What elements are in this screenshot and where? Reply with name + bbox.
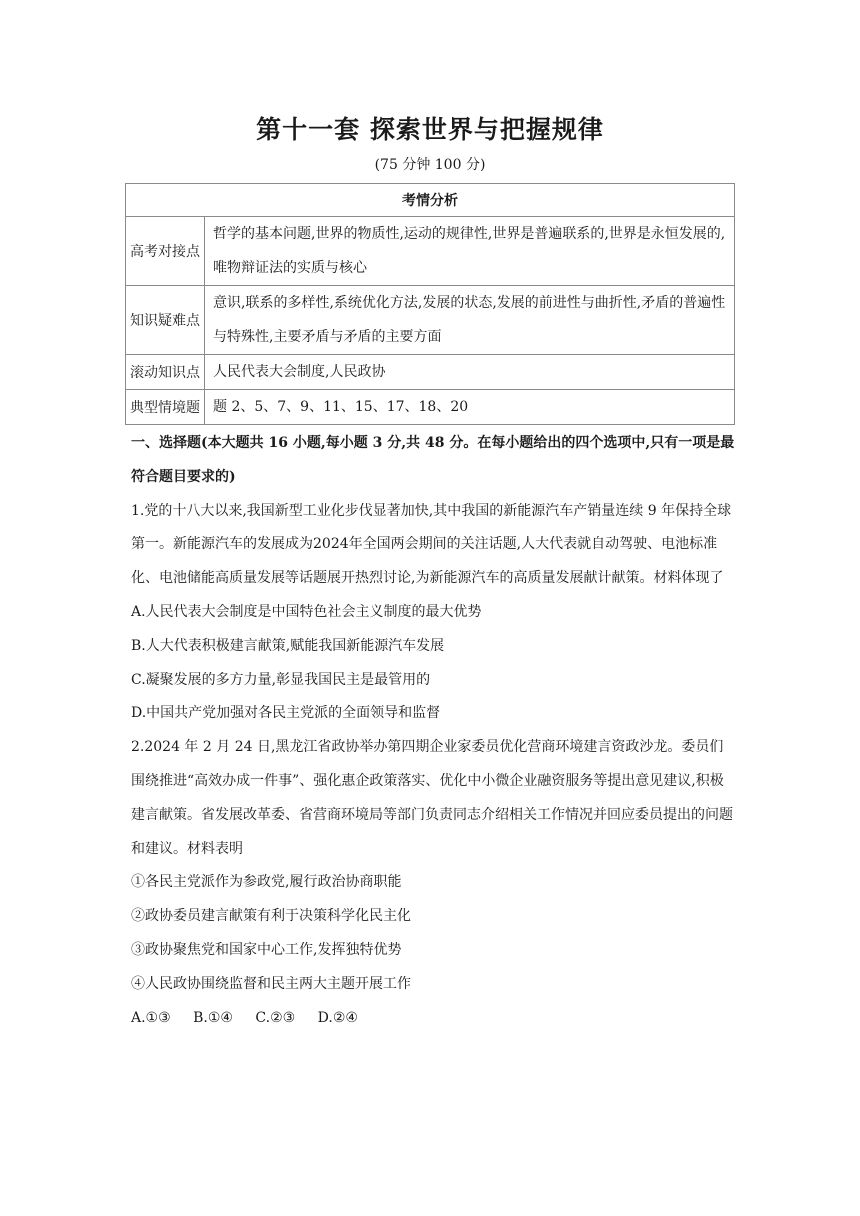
question-stem: 1.党的十八大以来,我国新型工业化步伐显著加快,其中我国的新能源汽车产销量连续 9 年保持全球第一。新能源汽车的发展成为2024年全国两会期间的关注话题,人大代表就自动驾驶、电池标准化、电池储能高质量发展等话题展开热烈讨论,为新能源汽车的高质量发展献计献策。材料体现了 bbox=[131, 502, 732, 587]
option-b: B.人大代表积极建言献策,赋能我国新能源汽车发展 bbox=[131, 637, 445, 654]
question-stem: 2.2024 年 2 月 24 日,黑龙江省政协举办第四期企业家委员优化营商环境建言资政沙龙。委员们围绕推进“高效办成一件事”、强化惠企政策落实、优化中小微企业融资服务等提出意见建议,积极建言献策。省发展改革委、省营商环境局等部门负责同志介绍相关工作情况并回应委员提出的问题和建议。材料表明 bbox=[131, 739, 733, 857]
option-d: D.中国共产党加强对各民主党派的全面领导和监督 bbox=[131, 705, 441, 722]
row-label: 典型情境题 bbox=[126, 390, 205, 425]
statement-1: ①各民主党派作为参政党,履行政治协商职能 bbox=[131, 874, 402, 891]
answer-choices bbox=[131, 1002, 736, 1036]
choice-d: D.②④ bbox=[317, 1009, 358, 1026]
table-row bbox=[126, 286, 735, 355]
row-content: 题 2、5、7、9、11、15、17、18、20 bbox=[205, 390, 735, 425]
row-content: 意识,联系的多样性,系统优化方法,发展的状态,发展的前进性与曲折性,矛盾的普遍性与特殊性,主要矛盾与矛盾的主要方面 bbox=[205, 286, 735, 355]
option-a: A.人民代表大会制度是中国特色社会主义制度的最大优势 bbox=[131, 603, 482, 620]
row-content: 哲学的基本问题,世界的物质性,运动的规律性,世界是普遍联系的,世界是永恒发展的,唯物辩证法的实质与核心 bbox=[205, 217, 735, 286]
row-label: 高考对接点 bbox=[126, 217, 205, 286]
exam-duration-score: (75 分钟 100 分) bbox=[374, 157, 486, 173]
row-label: 知识疑难点 bbox=[126, 286, 205, 355]
choice-c: C.②③ bbox=[255, 1009, 296, 1026]
choice-b: B.①④ bbox=[193, 1009, 233, 1026]
analysis-table bbox=[125, 183, 735, 425]
page-title: 第十一套 探索世界与把握规律 bbox=[256, 115, 604, 144]
statement-2: ②政协委员建言献策有利于决策科学化民主化 bbox=[131, 908, 411, 925]
questions-body bbox=[131, 427, 736, 1035]
section-heading: 一、选择题(本大题共 16 小题,每小题 3 分,共 48 分。在每小题给出的四个选项中,只有一项是最符合题目要求的) bbox=[131, 435, 735, 485]
table-row bbox=[126, 355, 735, 390]
statement-3: ③政协聚焦党和国家中心工作,发挥独特优势 bbox=[131, 941, 402, 958]
table-row bbox=[126, 390, 735, 425]
table-row bbox=[126, 217, 735, 286]
row-label: 滚动知识点 bbox=[126, 355, 205, 390]
row-content: 人民代表大会制度,人民政协 bbox=[205, 355, 735, 390]
statement-4: ④人民政协围绕监督和民主两大主题开展工作 bbox=[131, 975, 411, 992]
option-c: C.凝聚发展的多方力量,彰显我国民主是最管用的 bbox=[131, 671, 431, 688]
choice-a: A.①③ bbox=[131, 1009, 171, 1026]
analysis-table-header: 考情分析 bbox=[126, 184, 735, 217]
